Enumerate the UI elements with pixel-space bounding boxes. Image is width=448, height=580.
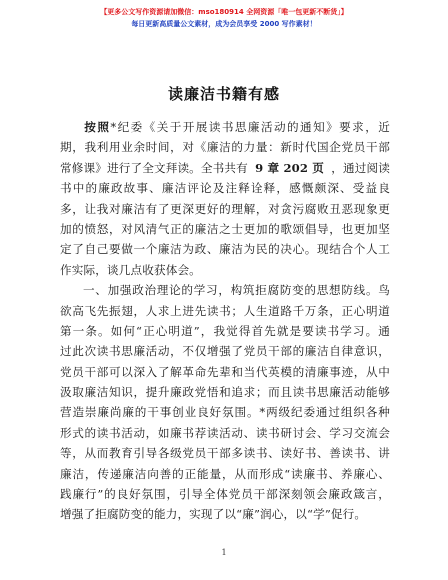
paragraph-1-line-8: 作实际，谈几点收获体会。 xyxy=(60,262,201,277)
paragraph-2-line-8: 形式的读书活动，如廉书荐读活动、读书研讨会、学习交流会 xyxy=(60,425,390,440)
paragraph-2-line-6: 汲取廉洁知识，提升廉政党悟和追求；而且读书思廉活动能够 xyxy=(60,385,390,400)
paragraph-1-text-3b: ，通过阅读 xyxy=(331,160,390,175)
paragraph-1-line-1 xyxy=(60,117,390,137)
paragraph-2-line-9: 等，从而教育引导各级党员干部多读书、读好书、善读书、讲 xyxy=(60,446,390,461)
paragraph-2-line-2: 欲高飞先振翅，人求上进先读书；人生道路千万条，正心明道 xyxy=(60,303,390,318)
paragraph-2-line-7: 营造崇廉尚廉的干事创业良好氛围。*两级纪委通过组织各种 xyxy=(60,405,390,420)
paragraph-1-line-5: 多，让我对廉洁有了更深更好的理解，对贪污腐败丑恶现象更 xyxy=(60,201,390,216)
page-number: 1 xyxy=(221,548,227,557)
paragraph-1-line-7: 定了自己要做一个廉洁为政、廉洁为民的决心。现结合个人工 xyxy=(60,242,390,257)
promo-banner xyxy=(0,6,448,30)
page-count: 9 章 202 页 xyxy=(255,160,325,175)
paragraph-2-line-12: 增强了拒腐防变的能力，实现了以“廉”润心，以“学”促行。 xyxy=(60,507,367,522)
paragraph-1-text-3: 常修课》进行了全文拜读。全书共有 xyxy=(60,160,248,175)
paragraph-2-line-1 xyxy=(60,280,390,300)
paragraph-1-line-4: 书中的廉政故事、廉洁评论及注释诠释，感慨颇深、受益良 xyxy=(60,181,390,196)
banner-line-2: 每日更新高质量公文素材，成为会员享受 2000 写作素材！ xyxy=(131,20,317,28)
document-body xyxy=(60,117,390,525)
paragraph-2-text-1: 一、加强政治理论的学习，构筑拒腐防变的思想防线。鸟 xyxy=(83,283,390,298)
paragraph-1-lead: 按照 xyxy=(83,120,111,134)
banner-line-1: 【更多公文写作资源请加微信：mso180914 全网资源「唯一包更新不断货」】 xyxy=(100,8,348,16)
document-title: 读廉洁书籍有感 xyxy=(167,85,280,103)
paragraph-1-line-6: 加的愤怒，对风清气正的廉洁之士更加的歌颂倡导，也更加坚 xyxy=(60,221,390,236)
paragraph-1-line-3 xyxy=(60,158,390,178)
paragraph-2-line-5: 党员干部可以深入了解革命先辈和当代英模的清廉事迹，从中 xyxy=(60,364,390,379)
paragraph-1-line-2: 期，我利用业余时间，对《廉洁的力量：新时代国企党员干部 xyxy=(60,140,390,155)
paragraph-1-text-1: *纪委《关于开展读书思廉活动的通知》要求，近 xyxy=(110,120,390,134)
paragraph-2-line-4: 过此次读书思廉活动，不仅增强了党员干部的廉洁自律意识， xyxy=(60,344,390,359)
paragraph-2-line-10: 廉洁，传递廉洁向善的正能量，从而形成“读廉书、养廉心、 xyxy=(60,466,390,481)
paragraph-2-line-11: 践廉行”的良好氛围，引导全体党员干部深刻领会廉政箴言， xyxy=(60,487,390,502)
paragraph-2-line-3: 第一条。如何“正心明道”，我觉得首先就是要读书学习。通 xyxy=(60,323,390,338)
